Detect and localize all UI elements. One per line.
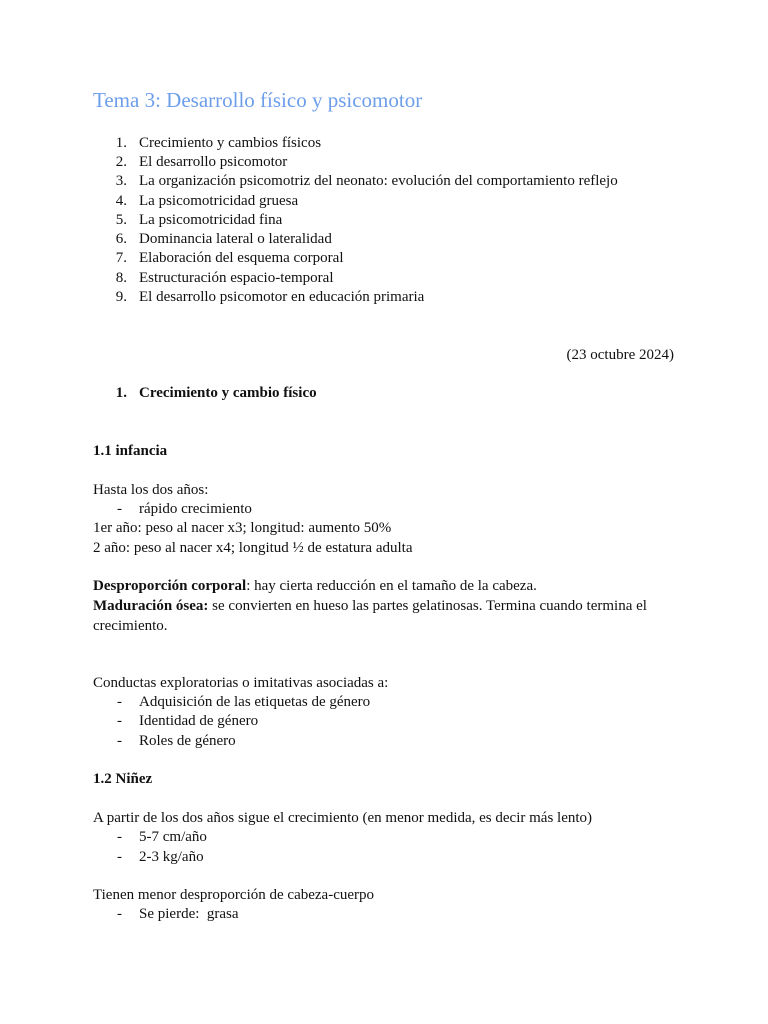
paragraph: crecimiento. — [93, 618, 168, 634]
paragraph: Conductas exploratorias o imitativas asociadas a: — [93, 675, 389, 691]
date-label: (23 octubre 2024) — [566, 347, 674, 363]
paragraph: Tienen menor desproporción de cabeza-cuerpo — [93, 887, 375, 903]
paragraph: 1er año: peso al nacer x3; longitud: aumento 50% — [93, 520, 392, 536]
paragraph-desproporcion: Desproporción corporal: hay cierta reducción en el tamaño de la cabeza. — [93, 578, 537, 594]
paragraph-maduracion: Maduración ósea: se convierten en hueso las partes gelatinosas. Termina cuando termina el — [93, 598, 647, 614]
subsection-heading-infancia: 1.1 infancia — [93, 443, 168, 459]
paragraph: 2 año: peso al nacer x4; longitud ½ de estatura adulta — [93, 540, 413, 556]
document-page: Tema 3: Desarrollo físico y psicomotor 1. Crecimiento y cambios físicos 2. El desarrollo psicomotor 3. La organización psicomotriz del neonato: evolución del comportamiento reflejo 4. La psicomotricidad gruesa 5. La psicomotricidad fina 6. Dominancia lateral o lateralidad 7. Elaboración del esquema corporal 8. Estructuración espacio-temporal 9. El desarrollo psicomotor en educación primaria (23 octubre 2024) 1. Crecimiento y cambio físico 1.1 infancia Hasta los dos años: - rápido crecimiento 1er año: peso al nacer x3; longitud: aumento 50% 2 año: peso al nacer x4; longitud ½ de estatura adulta Desproporción corporal: hay cierta reducción en el tamaño de la cabeza. Maduración ósea: se convierten en hueso las partes gelatinosas. Termina cuando termina el crecimiento. Conductas exploratorias o imitativas asociadas a: - Adquisición de las etiquetas de género - Identidad de género - Roles de género 1.2 Niñez A partir de los dos años sigue el crecimiento (en menor medida, es decir más lento) - 5-7 cm/año - 2-3 kg/año Tienen menor desproporción de cabeza-cuerpo - Se pierde: grasa — [93, 88, 674, 922]
document-title: Tema 3: Desarrollo físico y psicomotor — [93, 88, 423, 112]
term-label: Desproporción corporal — [93, 578, 247, 594]
paragraph: Hasta los dos años: — [93, 482, 209, 498]
paragraph: A partir de los dos años sigue el crecimiento (en menor medida, es decir más lento) — [93, 810, 593, 826]
term-label: Maduración ósea: — [93, 598, 209, 614]
subsection-heading-ninez: 1.2 Niñez — [93, 771, 153, 787]
